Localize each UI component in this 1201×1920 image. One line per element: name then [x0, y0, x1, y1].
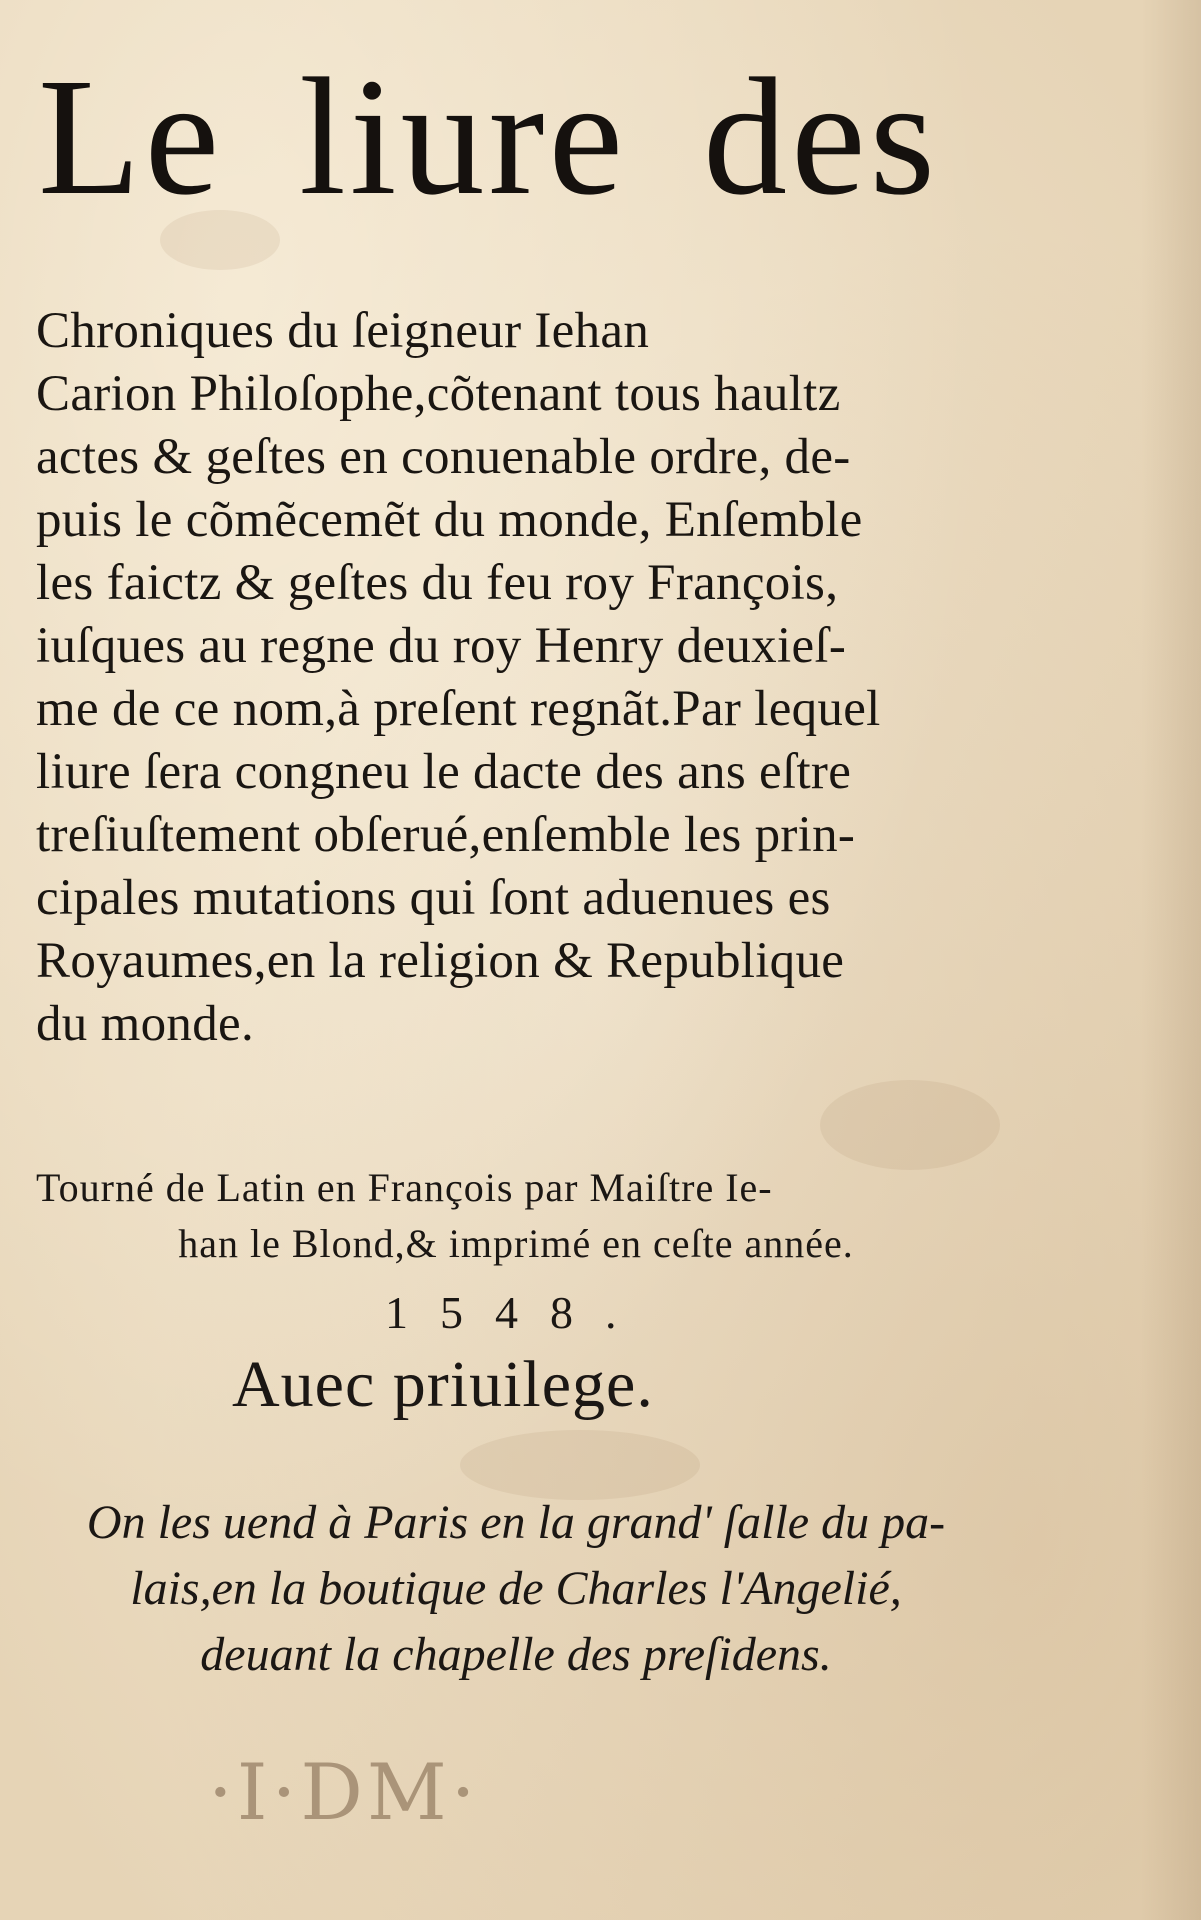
imprint-line: On les uend à Paris en la grand' ſalle du pa-	[86, 1496, 946, 1549]
translator-line: Tourné de Latin en François par Maiſtre Ie-	[36, 1165, 773, 1210]
subtitle-line: Chroniques du ſeigneur Iehan	[36, 303, 650, 359]
subtitle-line: liure ſera congneu le dacte des ans eſtre	[36, 744, 852, 800]
publication-year: 1548.	[385, 1287, 649, 1338]
subtitle-line: Royaumes,en la religion & Republique	[36, 933, 845, 989]
privilege-notice: Auec priuilege.	[232, 1348, 654, 1421]
imprint-line: lais,en la boutique de Charles l'Angelié,	[130, 1562, 902, 1615]
imprint-block	[36, 1490, 996, 1688]
subtitle-line: du monde.	[36, 996, 255, 1052]
subtitle-line: iuſques au regne du roy Henry deuxieſ-	[36, 618, 847, 674]
subtitle-line: Carion Philoſophe,cõtenant tous haultz	[36, 366, 841, 422]
owner-stamp: ·I·DM·	[208, 1748, 480, 1838]
subtitle-line: me de ce nom,à preſent regnãt.Par lequel	[36, 681, 881, 737]
subtitle-line: les faictz & geſtes du feu roy François,	[36, 555, 839, 611]
subtitle-paragraph	[36, 300, 996, 1056]
subtitle-line: puis le cõmẽcemẽt du monde, Enſemble	[36, 492, 863, 548]
subtitle-line: cipales mutations qui ſont aduenues es	[36, 870, 831, 926]
translator-note	[36, 1160, 996, 1272]
imprint-line: deuant la chapelle des preſidens.	[200, 1628, 832, 1681]
book-title: Le liure des	[38, 44, 939, 230]
page-edge-shadow	[1141, 0, 1201, 1920]
translator-line: han le Blond,& imprimé en ceſte année.	[178, 1221, 854, 1266]
paper-stain	[820, 1080, 1000, 1170]
subtitle-line: actes & geſtes en conuenable ordre, de-	[36, 429, 851, 485]
subtitle-line: treſiuſtement obſerué,enſemble les prin-	[36, 807, 856, 863]
